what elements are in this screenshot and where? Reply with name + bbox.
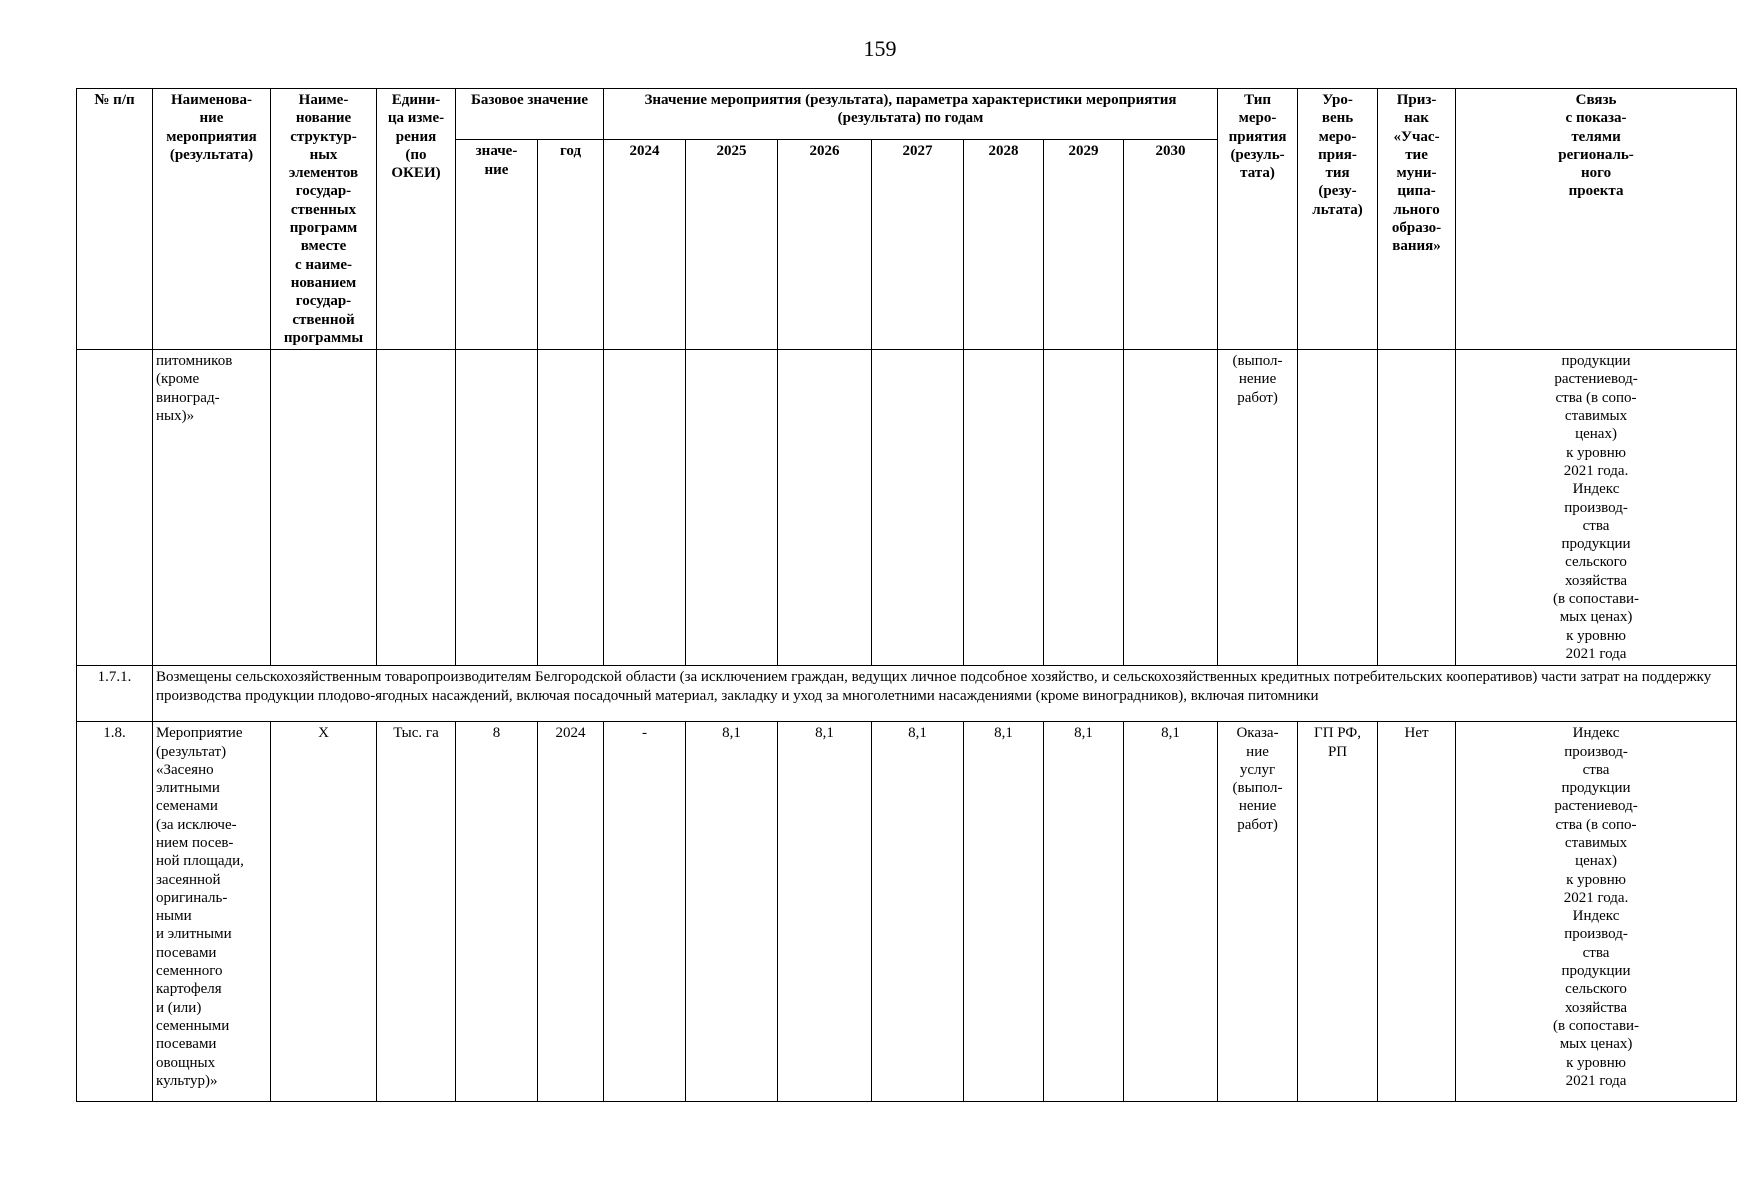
cell-2026 — [778, 350, 872, 666]
header-year-2030: 2030 — [1124, 140, 1218, 350]
header-num: № п/п — [77, 89, 153, 350]
header-base-value-group: Базовое значение — [456, 89, 604, 140]
header-municipal: Приз- нак «Учас- тие муни- ципа- льного образо- вания» — [1378, 89, 1456, 350]
header-year-2024: 2024 — [604, 140, 686, 350]
table-row — [77, 666, 1737, 722]
cell-2026: 8,1 — [778, 722, 872, 1102]
cell-2027 — [872, 350, 964, 666]
header-base-year: год — [538, 140, 604, 350]
header-level: Уро- вень меро- прия- тия (резу- льтата) — [1298, 89, 1378, 350]
cell-name: Мероприятие (результат) «Засеяно элитными семенами (за исключе- нием посев- ной площади, засеянной оригиналь- ными и элитными посевами семенного картофеля и (или) семенными посевами овощных культур)» — [153, 722, 271, 1102]
header-year-2029: 2029 — [1044, 140, 1124, 350]
cell-num — [77, 350, 153, 666]
cell-2030 — [1124, 350, 1218, 666]
cell-2029 — [1044, 350, 1124, 666]
cell-section-text: Возмещены сельскохозяйственным товаропроизводителям Белгородской области (за исключением граждан, ведущих личное подсобное хозяйство, и сельскохозяйственных кредитных потребительских кооперативов) части затрат на поддержку производства продукции плодово-ягодных насаждений, включая посадочный материал, закладку и уход за многолетними насаждениями (кроме виноградников), включая питомники — [153, 666, 1737, 722]
header-structural-elements: Наиме- нование структур- ных элементов государ- ственных программ вместе с наиме- нованием государ- ственной программы — [271, 89, 377, 350]
cell-2028 — [964, 350, 1044, 666]
cell-2027: 8,1 — [872, 722, 964, 1102]
cell-name: питомников (кроме виноград- ных)» — [153, 350, 271, 666]
cell-type: Оказа- ние услуг (выпол- нение работ) — [1218, 722, 1298, 1102]
cell-2025: 8,1 — [686, 722, 778, 1102]
header-name: Наименова- ние мероприятия (результата) — [153, 89, 271, 350]
cell-num: 1.7.1. — [77, 666, 153, 722]
header-type: Тип меро- приятия (резуль- тата) — [1218, 89, 1298, 350]
cell-municipal — [1378, 350, 1456, 666]
header-link: Связь с показа- телями региональ- ного проекта — [1456, 89, 1737, 350]
cell-base-value: 8 — [456, 722, 538, 1102]
cell-level: ГП РФ, РП — [1298, 722, 1378, 1102]
cell-type: (выпол- нение работ) — [1218, 350, 1298, 666]
header-year-2026: 2026 — [778, 140, 872, 350]
cell-structural — [271, 350, 377, 666]
measures-table — [76, 88, 1737, 1102]
cell-link: Индекс производ- ства продукции растениевод- ства (в сопо- ставимых ценах) к уровню 2021 года. Индекс производ- ства продукции сельского хозяйства (в сопостави- мых ценах) к уровню 2021 года — [1456, 722, 1737, 1102]
cell-2028: 8,1 — [964, 722, 1044, 1102]
cell-2029: 8,1 — [1044, 722, 1124, 1102]
cell-municipal: Нет — [1378, 722, 1456, 1102]
header-year-2025: 2025 — [686, 140, 778, 350]
cell-base-value — [456, 350, 538, 666]
cell-2024 — [604, 350, 686, 666]
table-row — [77, 350, 1737, 666]
cell-link: продукции растениевод- ства (в сопо- ставимых ценах) к уровню 2021 года. Индекс производ- ства продукции сельского хозяйства (в сопостави- мых ценах) к уровню 2021 года — [1456, 350, 1737, 666]
header-year-2027: 2027 — [872, 140, 964, 350]
cell-2024: - — [604, 722, 686, 1102]
cell-unit: Тыс. га — [377, 722, 456, 1102]
cell-structural: Х — [271, 722, 377, 1102]
header-years-group: Значение мероприятия (результата), параметра характеристики мероприятия (результата) по годам — [604, 89, 1218, 140]
header-unit: Едини- ца изме- рения (по ОКЕИ) — [377, 89, 456, 350]
header-base-value: значе- ние — [456, 140, 538, 350]
cell-unit — [377, 350, 456, 666]
cell-num: 1.8. — [77, 722, 153, 1102]
table-row — [77, 722, 1737, 1102]
header-year-2028: 2028 — [964, 140, 1044, 350]
cell-level — [1298, 350, 1378, 666]
page-number: 159 — [863, 36, 897, 61]
cell-base-year — [538, 350, 604, 666]
cell-2025 — [686, 350, 778, 666]
cell-base-year: 2024 — [538, 722, 604, 1102]
cell-2030: 8,1 — [1124, 722, 1218, 1102]
